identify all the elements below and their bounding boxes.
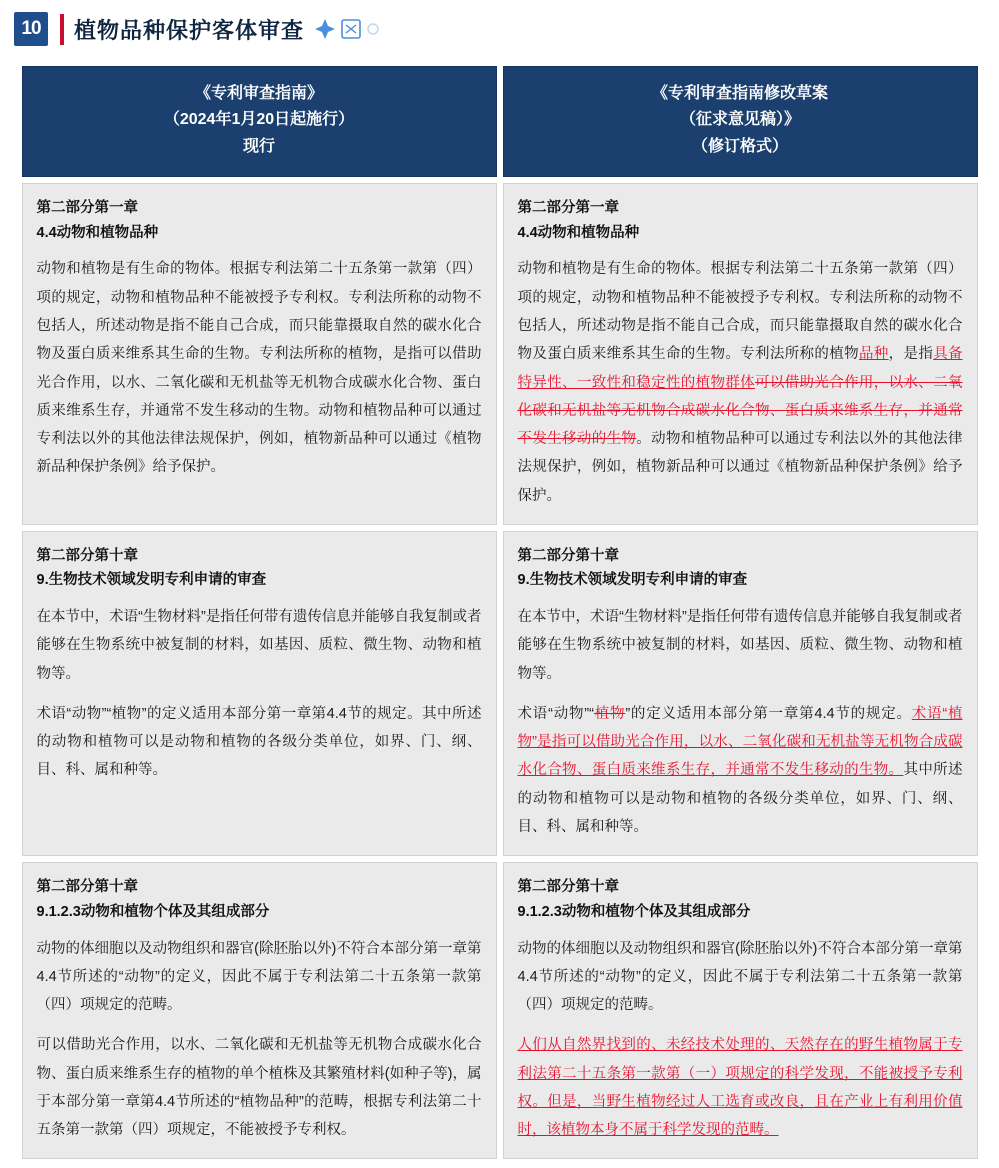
subsection-label: 9.生物技术领域发明专利申请的审查 — [36, 572, 267, 589]
comparison-table — [16, 60, 984, 1165]
paragraph: 动物的体细胞以及动物组织和器官(除胚胎以外)不符合本部分第一章第4.4节所述的“动物”的定义，因此不属于专利法第二十五条第一款第（四）项规定的范畴。 — [517, 940, 963, 1014]
section-heading — [518, 544, 963, 593]
header-cell-current — [22, 66, 497, 177]
paragraph: 术语“动物”“植物”的定义适用本部分第一章第4.4节的规定。其中所述的动物和植物可以是动物和植物的各级分类单位，如界、门、纲、目、科、属和种等。 — [36, 705, 482, 779]
section-heading — [37, 875, 482, 924]
header-line: （修订格式） — [691, 137, 788, 155]
paragraph: 动物和植物是有生命的物体。根据专利法第二十五条第一款第（四）项的规定，动物和植物品种不能被授予专利权。专利法所称的动物不包括人，所述动物是指不能自己合成，而只能靠摄取自然的碳水化合物及蛋白质来维系其生命的生物。专利法所称的植物，是指可以借助光合作用，以水、二氧化碳和无机盐等无机物合成碳水化合物、蛋白质来维系生存，并通常不发生移动的生物。动物和植物品种可以通过专利法以外的其他法律法规保护，例如，植物新品种可以通过《植物新品种保护条例》给予保护。 — [36, 261, 482, 476]
page-header — [0, 0, 999, 56]
table-row — [22, 531, 978, 856]
page-title-wrap — [60, 14, 380, 45]
subsection-label: 4.4动物和植物品种 — [36, 224, 159, 241]
cell-draft-2 — [503, 531, 978, 856]
plain-text: 动物和植物是有生命的物体。根据专利法第二十五条第一款第（四）项的规定，动物和植物品种不能被授予专利权。专利法所称的动物不包括人，所述动物是指不能自己合成，而只能靠摄取自然的碳水化合物及蛋白质来维系其生命的生物。专利法所称的植物 — [517, 261, 963, 363]
paragraph-revised — [518, 255, 963, 509]
section-label: 第二部分第十章 — [36, 879, 138, 896]
section-label: 第二部分第一章 — [517, 200, 619, 217]
deleted-text: 可以借助光合作用，以水、二氧化碳和无机盐等无机物合成碳水化合物、蛋白质来维系生存，并通常不发生移动的生物 — [517, 374, 963, 448]
cell-draft-3 — [503, 862, 978, 1159]
subsection-label: 4.4动物和植物品种 — [517, 224, 640, 241]
cell-current-1 — [22, 183, 497, 525]
paragraph: 在本节中，术语“生物材料”是指任何带有遗传信息并能够自我复制或者能够在生物系统中被复制的材料，如基因、质粒、微生物、动物和植物等。 — [36, 609, 482, 682]
section-heading — [518, 196, 963, 245]
inserted-text: 人们从自然界找到的、未经技术处理的、天然存在的野生植物属于专利法第二十五条第一款第（一）项规定的科学发现，不能被授予专利权。但是，当野生植物经过人工选育或改良，且在产业上有利用价值时，该植物本身不属于科学发现的范畴。 — [517, 1037, 963, 1139]
section-label: 第二部分第十章 — [517, 547, 619, 564]
cell-draft-1 — [503, 183, 978, 525]
inserted-text: 具备特异性、一致性和稳定性的植物群体 — [517, 346, 963, 391]
subsection-label: 9.生物技术领域发明专利申请的审查 — [517, 572, 748, 589]
plain-text: ，是指 — [888, 346, 934, 363]
page-title: 植物品种保护客体审查 — [74, 17, 305, 43]
plain-text: ”的定义适用本部分第一章第4.4节的规定。 — [625, 705, 912, 722]
plain-text: 。动物和植物品种可以通过专利法以外的其他法律法规保护，例如，植物新品种可以通过《植物新品种保护条例》给予保护。 — [517, 431, 963, 504]
table-row — [22, 862, 978, 1159]
section-label: 第二部分第十章 — [36, 547, 138, 564]
deleted-text: 植物 — [593, 705, 626, 722]
header-cell-draft — [503, 66, 978, 177]
table-row — [22, 183, 978, 525]
paragraph-revised — [518, 1031, 963, 1144]
inserted-text: 术语“植物”是指可以借助光合作用，以水、二氧化碳和无机盐等无机物合成碳水化合物、蛋白质来维系生存，并通常不发生移动的生物。 — [517, 705, 963, 779]
dot-icon — [366, 22, 380, 36]
plain-text: 其中所述的动物和植物可以是动物和植物的各级分类单位，如界、门、纲、目、科、属和种等。 — [517, 762, 963, 835]
paragraph: 在本节中，术语“生物材料”是指任何带有遗传信息并能够自我复制或者能够在生物系统中被复制的材料，如基因、质粒、微生物、动物和植物等。 — [517, 609, 963, 682]
header-line: （2024年1月20日起施行） — [163, 111, 355, 129]
title-icon-group — [314, 18, 380, 40]
paragraph: 可以借助光合作用，以水、二氧化碳和无机盐等无机物合成碳水化合物、蛋白质来维系生存的植物的单个植株及其繁殖材料(如种子等)，属于本部分第一章第4.4节所述的“植物品种”的范畴，根据专利法第二十五条第一款第（四）项规定，不能被授予专利权。 — [36, 1037, 482, 1139]
subsection-label: 9.1.2.3动物和植物个体及其组成部分 — [517, 903, 751, 920]
section-number-badge: 10 — [14, 12, 48, 46]
section-heading — [37, 544, 482, 593]
stamp-icon — [340, 18, 362, 40]
sparkle-icon — [314, 18, 336, 40]
header-line: （征求意见稿）》 — [679, 111, 800, 129]
header-line: 《专利审查指南》 — [194, 85, 323, 102]
section-label: 第二部分第十章 — [517, 879, 619, 896]
table-header-row — [22, 66, 978, 177]
paragraph: 动物的体细胞以及动物组织和器官(除胚胎以外)不符合本部分第一章第4.4节所述的“动物”的定义，因此不属于专利法第二十五条第一款第（四）项规定的范畴。 — [36, 940, 482, 1014]
section-label: 第二部分第一章 — [36, 200, 138, 217]
paragraph-revised — [518, 700, 963, 841]
section-heading — [37, 196, 482, 245]
section-heading — [518, 875, 963, 924]
header-line: 《专利审查指南修改草案 — [651, 85, 828, 102]
header-line: 现行 — [242, 137, 275, 155]
cell-current-3 — [22, 862, 497, 1159]
plain-text: 术语“动物”“ — [517, 705, 594, 722]
cell-current-2 — [22, 531, 497, 856]
inserted-text: 品种 — [858, 346, 889, 363]
subsection-label: 9.1.2.3动物和植物个体及其组成部分 — [36, 903, 270, 920]
